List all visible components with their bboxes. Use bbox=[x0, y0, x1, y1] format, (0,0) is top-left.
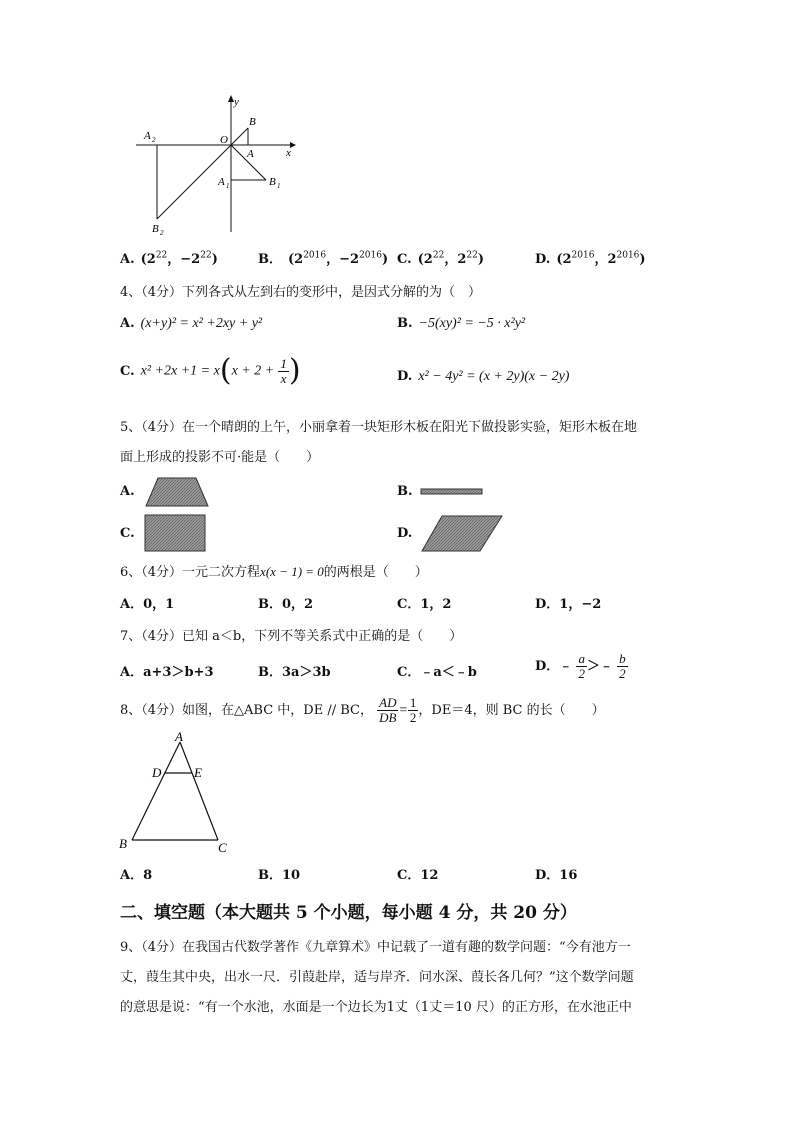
coordinate-figure bbox=[130, 92, 305, 242]
q9-line1: 9、（4分）在我国古代数学著作《九章算术》中记载了一道有趣的数学问题：“今有池方一 bbox=[120, 940, 631, 955]
q6-option-b[interactable]: B．0，2 bbox=[258, 597, 314, 612]
q8-option-a[interactable]: A．8 bbox=[120, 868, 153, 883]
q7-option-c[interactable]: C．﹣a＜﹣b bbox=[397, 665, 477, 680]
q6-option-a[interactable]: A．0，1 bbox=[120, 597, 175, 612]
label-B2-sub: 2 bbox=[160, 229, 164, 237]
q3-option-c[interactable]: C. ($2^{22}$，$2^{22}$) bbox=[397, 250, 484, 267]
label-O: O bbox=[220, 134, 228, 146]
q6-option-d[interactable]: D．1，−2 bbox=[535, 597, 602, 612]
q5-shape-thin-rect bbox=[420, 488, 484, 496]
q7-stem: 7、（4分）已知 a＜b，下列不等关系式中正确的是（ ） bbox=[120, 629, 463, 644]
q4-option-a[interactable]: A. (x+y)² = x² +2xy + y² bbox=[120, 316, 263, 331]
label-y: y bbox=[234, 96, 239, 108]
label-B1-sub: 1 bbox=[277, 182, 281, 190]
tri-label-B: B bbox=[119, 836, 127, 851]
q5-option-d[interactable]: D. bbox=[397, 526, 413, 541]
q5-shape-parallelogram bbox=[420, 514, 504, 554]
tri-label-A: A bbox=[175, 730, 183, 744]
label-B: B bbox=[249, 116, 256, 128]
q5-option-a[interactable]: A. bbox=[120, 484, 135, 499]
label-A1-sub: 1 bbox=[226, 182, 230, 190]
q5-shape-trapezoid bbox=[144, 476, 210, 508]
q9-line2: 丈，葭生其中央，出水一尺．引葭赴岸，适与岸齐．问水深、葭长各几何？”这个数学问题 bbox=[120, 970, 634, 985]
q7-option-d[interactable]: D．﹣ $\frac{a}{2}$ ＞﹣ $\frac{b}{2}$ bbox=[535, 651, 626, 681]
q9-line3: 的意思是说：“有一个水池，水面是一个边长为1丈（1丈＝10 尺）的正方形，在水池正中 bbox=[120, 1000, 632, 1015]
x-axis-arrow bbox=[290, 142, 296, 148]
tri-label-E: E bbox=[194, 765, 202, 780]
q4-stem: 4、（4分）下列各式从左到右的变形中，是因式分解的为（ ） bbox=[120, 285, 482, 300]
label-B1: B bbox=[269, 176, 276, 188]
triangle-abc-figure bbox=[112, 730, 242, 855]
label-A2-sub: 2 bbox=[152, 136, 156, 144]
label-A1: A bbox=[218, 176, 225, 188]
q5-stem-line1: 5、（4分）在一个晴朗的上午，小丽拿着一块矩形木板在阳光下做投影实验，矩形木板在地 bbox=[120, 420, 638, 435]
q8-option-c[interactable]: C．12 bbox=[397, 868, 439, 883]
q3-option-d[interactable]: D. ($2^{2016}$，$2^{2016}$) bbox=[535, 250, 646, 267]
q4-option-b[interactable]: B. −5(xy)² = −5 · x²y² bbox=[397, 316, 526, 331]
label-B2: B bbox=[152, 223, 159, 235]
q8-option-d[interactable]: D．16 bbox=[535, 868, 578, 883]
q5-option-b[interactable]: B. bbox=[397, 484, 413, 499]
q5-stem-line2: 面上形成的投影不可·能是（ ） bbox=[120, 450, 320, 465]
label-A: A bbox=[247, 148, 254, 160]
q5-option-c[interactable]: C. bbox=[120, 526, 135, 541]
label-x: x bbox=[286, 147, 291, 159]
q8-option-b[interactable]: B．10 bbox=[258, 868, 301, 883]
tri-label-D: D bbox=[152, 765, 162, 780]
q6-stem: 6、（4分）一元二次方程x(x − 1) = 0的两根是（ ） bbox=[120, 564, 428, 580]
q4-option-c[interactable]: C. x² +2x +1 = x(x + 2 + $\frac{1}{x}$ ) bbox=[120, 353, 301, 388]
q7-option-b[interactable]: B．3a＞3b bbox=[258, 665, 331, 680]
q7-option-a[interactable]: A．a+3＞b+3 bbox=[120, 665, 214, 680]
label-A2: A bbox=[144, 130, 151, 142]
q3-option-a[interactable]: A. ($2^{22}$，$-2^{22}$) bbox=[120, 250, 218, 267]
q6-option-c[interactable]: C．1，2 bbox=[397, 597, 452, 612]
section-heading-fill-in: 二、填空题（本大题共 5 个小题，每小题 4 分，共 20 分） bbox=[120, 903, 577, 923]
q5-shape-rectangle bbox=[144, 514, 208, 554]
tri-label-C: C bbox=[218, 840, 227, 855]
q4-option-d[interactable]: D. x² − 4y² = (x + 2y)(x − 2y) bbox=[397, 369, 570, 384]
q8-stem: 8、（4分）如图，在△ABC 中，DE // BC， $\frac{AD}{DB}$ = $\frac{1}{2}$ ，DE＝4，则 BC 的长（ ） bbox=[120, 695, 605, 725]
q3-option-b[interactable]: B． ($2^{2016}$，$-2^{2016}$) bbox=[258, 250, 389, 267]
